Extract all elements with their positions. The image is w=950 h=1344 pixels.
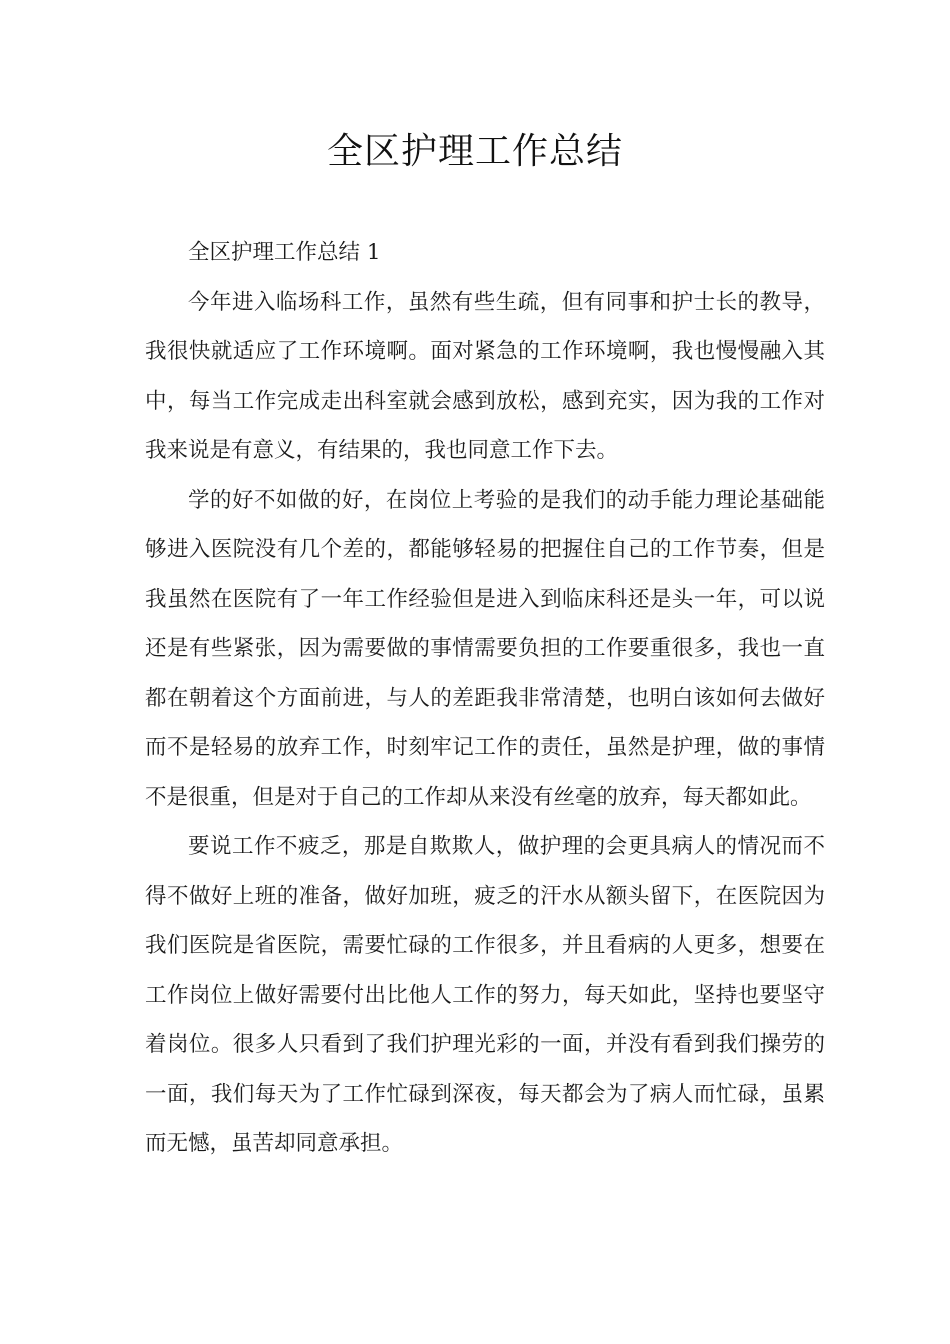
paragraph-2: 学的好不如做的好，在岗位上考验的是我们的动手能力理论基础能够进入医院没有几个差的，都能够轻易的把握住自己的工作节奏，但是我虽然在医院有了一年工作经验但是进入到临床科还是头一年，可以说还是有些紧张，因为需要做的事情需要负担的工作要重很多，我也一直都在朝着这个方面前进，与人的差距我非常清楚，也明白该如何去做好而不是轻易的放弃工作，时刻牢记工作的责任，虽然是护理，做的事情不是很重，但是对于自己的工作却从来没有丝毫的放弃，每天都如此。	[145, 487, 825, 810]
paragraph-3: 要说工作不疲乏，那是自欺欺人，做护理的会更具病人的情况而不得不做好上班的准备，做好加班，疲乏的汗水从额头留下，在医院因为我们医院是省医院，需要忙碌的工作很多，并且看病的人更多，想要在工作岗位上做好需要付出比他人工作的努力，每天如此，坚持也要坚守着岗位。很多人只看到了我们护理光彩的一面，并没有看到我们操劳的一面，我们每天为了工作忙碌到深夜，每天都会为了病人而忙碌，虽累而无憾，虽苦却同意承担。	[145, 834, 825, 1156]
document-body	[145, 228, 825, 1169]
document-title: 全区护理工作总结	[326, 131, 623, 172]
section-heading: 全区护理工作总结 1	[188, 240, 381, 265]
paragraph-1: 今年进入临场科工作，虽然有些生疏，但有同事和护士长的教导，我很快就适应了工作环境啊。面对紧急的工作环境啊，我也慢慢融入其中，每当工作完成走出科室就会感到放松，感到充实，因为我的工作对我来说是有意义，有结果的，我也同意工作下去。	[145, 289, 825, 463]
